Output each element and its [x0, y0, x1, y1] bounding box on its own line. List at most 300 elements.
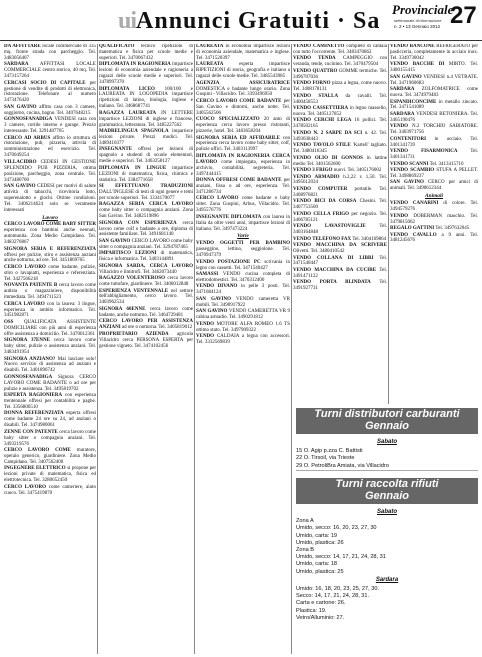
waste-line: Umido, carta: 18 [296, 561, 338, 568]
ad-headline: SARDARA [4, 62, 29, 68]
ad-body: cerca lavoro come baby sitter o compagnia anziani. Tel. 3493219576 [4, 429, 96, 447]
ad-headline: DIPLOMATA IN LINGUE [99, 165, 167, 171]
classified-ad [390, 62, 478, 74]
waste-section-title: Sabato [376, 509, 397, 515]
ad-headline: LAUREATA [196, 44, 224, 49]
ads-column-4 [293, 44, 387, 404]
ad-body: tecnico ripetizioni di matematica e fisica per scuole medie e superiori. Tel. 3470067432 [99, 44, 193, 61]
ad-body: 100/100 e LAUREATA IN LOGOPEDIA impartisce ripetizioni di latino, biologia, inglese e italiano. Tel. 3468687741 [99, 86, 193, 110]
ad-body: in metallo zincato. Tel. 3471541089 [390, 99, 478, 111]
classified-ad [196, 297, 290, 309]
ad-headline: CERCO LAVORO [196, 196, 239, 202]
classified-ad [390, 137, 478, 149]
classified-ad [293, 69, 387, 81]
classified-ad [293, 44, 387, 56]
classified-ad [293, 131, 387, 143]
ad-headline: VENDO BICI DA CORSA [293, 199, 357, 205]
ad-body: per gestione di vendite di prodotti di elettronica, ristorazione. Telefonare al numero 3473476420 [4, 80, 96, 104]
ad-headline: SAN GAVINO [99, 238, 131, 244]
ad-body: Tel. 3497632045 [435, 226, 470, 231]
classified-ad [4, 466, 96, 484]
ad-body: si propone per lezioni private di matematica, fisica ed elettrotecnica. Tel. 3280652450 [4, 466, 96, 484]
classified-ad [390, 168, 478, 180]
classified-ad [4, 265, 96, 283]
ad-headline: VENDO DIVANO [196, 284, 238, 290]
ad-headline: REGALO GATTINI [390, 226, 435, 231]
ad-headline: VENDO MACCHINA DA SCRIVERE [293, 243, 387, 249]
ad-headline: VENDO MACCHINA DA CUCIRE [293, 267, 377, 273]
ad-headline: VENDO TENDA [293, 56, 336, 62]
ad-body: per negozio. Tel. 3406785121 [293, 211, 387, 223]
classified-ad [196, 44, 290, 62]
ad-body: IN LETTERE impartisce LEZIONI di inglese e francese, grammatica, letteratura. Tel. 3485227562 [99, 110, 193, 128]
classified-ad [99, 111, 193, 129]
ad-headline: IMPARTISCO LEZIONI [99, 251, 157, 257]
ad-headline: CERCO LAVORO COME [4, 448, 71, 454]
classified-ad [293, 280, 387, 292]
section-heading: Animali [425, 193, 443, 200]
page-header [0, 0, 482, 41]
ads-column-1 [4, 44, 96, 654]
waste-line: Secco: 14, 17, 21, 24, 28, 31. [296, 593, 370, 600]
ad-body: nel settore dell'abbigliamento, cerco lavoro. Tel. 3403962534 [99, 288, 193, 306]
ad-body: in pelle 3 posti. Tel. 3471684124 [196, 284, 290, 296]
ad-headline: AGENZIA ASSICURATRICE [196, 80, 290, 86]
ad-headline: CERCO LAVORO [4, 264, 46, 270]
waste-box-title: Turni raccolta rifiuti [335, 478, 439, 490]
classified-ad [99, 239, 193, 251]
ad-body: per San Gavino e dintorni, anche notte. Tel. 3405562506 [196, 98, 290, 116]
ad-body: offresi per pulizie, stiro e assistenza anziani anche notturna, ad ore. Tel. 3451869765 [4, 252, 96, 264]
classified-ad [4, 338, 96, 356]
ad-body: ad ore o notturna. Tel. 3405819012 [121, 325, 193, 331]
classified-ad [4, 160, 96, 184]
classified-ad [293, 56, 387, 68]
ad-headline: LAUREATA [196, 62, 224, 68]
ad-body: impartisce lezioni di economia aziendale e ragioneria a ragazzi delle scuole medie e superiori. Tel. 3478997370 [99, 62, 193, 86]
classified-ad [293, 256, 387, 268]
classified-ad [196, 272, 290, 284]
ad-headline: DIPLOMATA IN RAGIONERIA CERCA LAVORO [196, 153, 290, 165]
waste-line: Zona B [296, 547, 315, 554]
waste-line: Umido, plastica: 26 [296, 539, 344, 546]
classified-ad [99, 87, 193, 111]
waste-section-title: Sardara [375, 576, 399, 583]
ad-body: scrivania in legno con cassetti. Tel. 3471540427 [196, 259, 290, 271]
ad-headline: GONNOSFANADIGA [4, 117, 53, 123]
ad-headline: INSEGNANTE [99, 147, 133, 153]
classified-ad [99, 184, 193, 202]
classified-ad [4, 222, 96, 246]
section-separator [296, 470, 478, 471]
ad-body: portatile. Tel. 3408976821 [293, 186, 387, 198]
logo-word: Provinciale [392, 2, 454, 17]
classified-ad [4, 105, 96, 117]
ad-body: con laurea in Italia da oltre venti anni, impartisce lezioni di italiano. Tel. 3497473224 [196, 214, 290, 232]
ad-body: Tel. 3491471122 [293, 267, 387, 279]
classified-ad [196, 215, 290, 233]
ad-headline: VENDO FORNO [293, 81, 331, 87]
ad-body: in economia impartisce lezioni di economia aziendale, matematica e inglese. Tel. 3471520397 [196, 44, 290, 61]
classified-ad [293, 243, 387, 255]
ad-headline: NOVANTA PATENTE B [4, 283, 58, 289]
ad-headline: VENDO CAMINETTO [293, 44, 345, 49]
ad-headline: VENDO [196, 321, 215, 327]
classified-ad [99, 221, 193, 239]
ad-body: esperta offresi come badante 24 ore su 24, ad anziani o disabili. Tel. 3474980061 [4, 411, 96, 429]
classified-ad [99, 44, 193, 62]
ad-headline: VENDO BACCHE DI [390, 62, 445, 68]
ad-body: con esperienza cerca lavoro come baby sitter, colf, pulizie uffici. Tel. 3403113997 [196, 135, 290, 153]
ad-headline: VENDO SCANNI [390, 161, 429, 167]
classified-ad [4, 320, 96, 338]
classified-ad [99, 62, 193, 86]
classified-ad [390, 44, 478, 62]
classified-ad [293, 118, 387, 130]
ad-headline: VENDO CANARINI [390, 201, 439, 207]
ad-body: MIRTO. Tel. 3480155415 [390, 62, 478, 74]
ads-column-5 [390, 44, 478, 404]
ad-body: CEDESI per motivi di salute attività di tabacchi, ricevitoria lotto, superenalotto e giochi. Ottime condizioni. Tel. 3406214624 solo se veramente interessati [4, 184, 96, 213]
fuel-line: 29 O. PetroliBra Amiata, via Villacidro [296, 462, 389, 469]
ad-headline: PROPRIETARIO AZIENDA [99, 331, 169, 337]
ads-column-3 [196, 44, 290, 654]
ad-body: DOMESTICA e badante lungo orario. Zona Guspini - Villacidro. Tel. 3393496950 [196, 86, 290, 98]
ad-body: locale commerciale di 335 mq. fronte strada con parcheggio. Tel. 3483056407 [4, 44, 96, 61]
ad-headline: CERCO LAVORO [4, 484, 46, 490]
fuel-section-title: Sabato [376, 439, 397, 445]
ad-body: cerca lavoro come tuttofare, giardiniere. Tel. 3406012848 [99, 276, 193, 288]
ad-headline: DIPLOMATA LICEO [99, 86, 155, 92]
section-heading: Lavoro [42, 214, 58, 221]
classified-ad [293, 156, 387, 168]
ad-headline: VENDO FISARMONICA [390, 149, 458, 155]
classified-ad [4, 302, 96, 320]
newspaper-logo [392, 2, 454, 34]
ad-headline: RAGAZZA LAUREATA [99, 110, 157, 116]
classified-ad [4, 136, 96, 160]
ad-body: N.2 TORCHIO SABIATORE. Tel. 3403971756 [390, 124, 478, 136]
ad-headline: VENDO CELLA FRIGO [293, 211, 350, 217]
ad-headline: SIGNORA CON ESPERIENZA [99, 220, 177, 226]
ad-body: Mai lasciare solo! Nuovo servizio di assistenza ad anziani e disabili. Tel. 3401896742 [4, 356, 96, 374]
classified-ad [4, 448, 96, 466]
classified-ad [99, 129, 193, 147]
ad-headline: CERCO LAVORO PER ASSISTENZA ANZIANI [99, 319, 193, 331]
classified-ad [99, 332, 193, 350]
classified-ad [293, 94, 387, 106]
ad-body: Tel. 3491927731 [293, 280, 387, 292]
classified-ad [99, 251, 193, 263]
fuel-line: 22 O. Tirsoil, via Trieste [296, 455, 355, 462]
ad-body: AFFITTASI LOCALE COMMERCIALE centro storico, 40 mq. Tel. 3473157264 [4, 62, 96, 80]
ad-body: cerca lavoro come baby sitter, pulizie o assistenza anziani. Tel. 3483491954 [4, 338, 96, 356]
waste-schedule [296, 508, 478, 622]
fuel-schedule [296, 438, 478, 470]
ad-body: di colore. Tel. 3494579276 [390, 201, 478, 213]
ad-body: impartisce lezioni private. Prezzi modici. Tel. 3489410377 [99, 129, 193, 146]
ad-body: offresi per lezioni di spagnolo a studenti di scuole elementari, medie e superiori. Tel. 3463258127 [99, 147, 193, 165]
ad-body: REFRIGERATO per pasticceria, completamente in acciaio inox. Tel. 3349730042 [390, 44, 478, 61]
classified-ad [196, 62, 290, 80]
ad-headline: VENDO BANCONE [390, 44, 435, 49]
ad-headline: CERCO AD ARBUS [4, 135, 51, 141]
classified-ad [293, 224, 387, 236]
classified-ad [196, 322, 290, 334]
ad-headline: VENDO 3 FRIGO [293, 168, 333, 174]
ad-body: CAMPEGGIO con veranda, tende, cucinino. Tel. 3470479504 [293, 56, 387, 68]
waste-box-header [296, 478, 478, 504]
ad-body: VENDO cameretta VR mobili. Tel. 3490917922 [196, 296, 290, 308]
fuel-box-month: Gennaio [364, 420, 409, 432]
ad-body: in legno massello, nuova. Tel. 3405127852 [293, 106, 387, 117]
classified-ad [390, 162, 478, 168]
issue-date: n. 2 • 13 Gennaio 2012 [394, 24, 441, 29]
classified-ad [4, 411, 96, 429]
ad-body: a 9 anni. Tel. 3481245676 [390, 232, 478, 244]
ad-headline: ESPERTA RAGIONIERA [4, 393, 63, 399]
ad-body: passeggino, lettino, seggiolone. Tel. 3470947379 [196, 247, 290, 259]
waste-line: Carta e cartone: 26. [296, 600, 346, 607]
ad-headline: SAN GAVINO [196, 309, 228, 315]
classified-ad [390, 233, 478, 245]
ad-body: completo di caldaia con tutto l'occorrente. Tel. 3483470862 [293, 44, 387, 55]
ad-body: esperienza con bambini anche neonati, automunita. Zona Medio Campidano. Tel. 3483276867 [4, 228, 96, 246]
ad-headline: VENDO LAVASTOVIGLIE [293, 224, 366, 230]
ad-body: 'Kartell' tagliato. Tel. 3480416345 [293, 143, 387, 155]
ad-headline: DIPLOMATA IN RAGIONERIA [99, 62, 171, 68]
ad-headline: SI EFFETTUANO TRADUZIONI [99, 184, 193, 189]
ad-headline: ESPERIENZA VENTENNALE [99, 288, 169, 294]
classified-ad [99, 166, 193, 184]
classified-ad [196, 117, 290, 135]
ad-headline: RAGAZZO VOLENTEROSO [99, 276, 166, 282]
waste-line: Umido, secco: 16, 20, 23, 27, 30 [296, 525, 377, 532]
ad-body: come impiegata, esperienza in archivio, contabilità, segreteria. Tel. 3497444415 [196, 159, 290, 177]
classified-ad [99, 147, 193, 165]
ad-headline: SAN GAVINO [390, 180, 424, 186]
ad-headline: GONNOSFANADIGA [4, 374, 53, 380]
column-divider [97, 44, 98, 654]
classified-ad [4, 357, 96, 375]
ad-body: Tel. 3404169864 [352, 236, 387, 242]
ad-headline: CERCO LAVORO COME BABY SITTER [4, 222, 96, 228]
classified-ad [196, 241, 290, 259]
classified-ad [99, 264, 193, 276]
classified-ad [293, 143, 387, 155]
classified-ad [4, 247, 96, 265]
ad-headline: SIGNORA SERIA ED AFFIDABILE [196, 135, 280, 141]
waste-line: Umido, secco: 14, 17, 21, 24, 28, 31 [296, 554, 386, 561]
classified-ad [99, 319, 193, 331]
ad-body: di matematica, fisica e informatica. Tel. 3403144891 [99, 251, 193, 263]
ad-headline: VENDO SCAMBIO [390, 168, 435, 174]
ad-headline: SIGNORA 37ENNE [4, 338, 50, 344]
ad-body: Olivetti. Tel. 3480410542 [293, 249, 345, 254]
classified-ad [390, 75, 478, 87]
ad-headline: VILLACIDRO [4, 159, 37, 165]
ad-body: agricola Villacidro cerca PERSONA ESPERTA per gestione vigneto. Tel. 3474102456 [99, 331, 193, 349]
ad-body: come baby sitter o compagnia anziani. Zona San Gavino. Tel. 3482519896 [99, 208, 193, 220]
ad-body: CEDESI IN GESTIONE SPLENDIDO PUB PIZZERIA, ottima posizione, parcheggio, zona centrale. Tel. 3473480760 [4, 159, 96, 183]
classified-ad [293, 212, 387, 224]
classified-ad [390, 149, 478, 161]
classified-ad [293, 199, 387, 211]
fuel-line: 15 O. Agip p.zza C. Battisti [296, 448, 363, 455]
ad-body: CERCO per amici di animali. Tel. 3490612344 [390, 180, 478, 192]
ad-body: da cavalli. Tel. 3400458553 [293, 93, 387, 105]
ad-headline: VENDO TELEFONO FAX [293, 236, 352, 242]
ad-body: per anziani, fissa o ad ore, esperienza. Tel. 3471286734 [196, 178, 290, 195]
waste-line: Umido, plastica: 25 [296, 568, 344, 575]
ad-body: come badante, pulizie, stiro o lavapiatti, esperienza e referenziata. Tel. 3427566218 [4, 264, 96, 282]
ad-headline: VENDO TAVOLO STILE [293, 143, 351, 149]
ad-headline: VENDO COLLANA DI LIBRI [293, 255, 374, 261]
ad-body: h.2,22 x 1,50. Tel. 3495612034 [293, 174, 387, 186]
ad-body: STUFA A PELLET. Tel. 3498869237 [390, 168, 478, 179]
classified-ad [390, 226, 478, 232]
ad-body: VENDESI n.4 VETRATE. Tel. 3471960683 [390, 74, 478, 86]
ad-body: 20 anni di esperienza cerca lavoro presso ristoranti, pizzerie, hotel. Tel. 3483658204 [196, 117, 290, 135]
ad-headline: SIGNORA ANZIANO? [4, 356, 56, 362]
classified-ad [390, 214, 478, 226]
classified-ad [196, 334, 290, 346]
ad-headline: SARDARA [390, 87, 415, 93]
ad-headline: VENDO [390, 124, 409, 130]
ad-body: Tel. 3401341731 [390, 149, 478, 161]
column-divider [388, 44, 389, 404]
ad-body: MOTORE ALFA ROMEO 1.6 TS ottimo stato. Tel. 3497909322 [196, 321, 290, 333]
ad-headline: VENDO OGGETTI PER BAMBINO [196, 241, 290, 247]
ad-body: impartisce LEZIONI di matematica, fisica, chimica e statistica. Tel. 3384771658 [99, 165, 193, 183]
ad-headline: ZENNE CON PATENTE [4, 429, 58, 435]
ad-body: CERCO LAVORO come baby sitter o compagnia anziani. Tel. 3294787465 [99, 238, 193, 250]
ad-body: DALL'INGLESE di testi di ogni genere e temi per scuole superiori. Tel. 3334170077 [99, 189, 193, 201]
ad-body: affitto lo struttura di ristorazione, pub, pizzeria, attività di somministrazione ed esercizio. Tel. 3470049254 [4, 135, 96, 159]
ad-body: QUALIFICATA ASSISTENTE DOMICILIARE con più anni di esperienza offre assistenza a domicilio. Tel. 3470012361 [4, 319, 96, 337]
ad-headline: VENDO [390, 213, 409, 219]
ad-body: Tel. 3471540447 [293, 255, 387, 267]
ad-body: in acciaio. Tel. 3401341739 [390, 136, 478, 148]
ad-headline: QUALIFICATO [99, 44, 135, 49]
ad-body: VENDO cucina completa di elettrodomestici. Tel. 3470312400 [196, 272, 290, 283]
ad-body: GOMME termiche. Tel. 3496707036 [293, 68, 387, 80]
classified-ad [293, 168, 387, 174]
ad-headline: SAN GAVINO [196, 296, 232, 302]
classified-ad [293, 106, 387, 118]
ad-body: esperta impartisce RIPETIZIONI di storia, geografia e italiano a ragazzi delle scuole medie. Tel. 3485543985 [196, 62, 290, 80]
ad-headline: CONTENITORI [390, 136, 427, 142]
ad-headline: VENDO CASSETTIERA [293, 106, 349, 112]
ad-body: 16 pollici. Tel. 3478502165 [293, 118, 387, 130]
waste-line: Vetro/Alluminio: 27. [296, 614, 345, 621]
waste-line: Plastica: 19. [296, 607, 327, 614]
ad-headline: INGEGNERE ELETTRICO [4, 466, 66, 472]
classified-ad [293, 187, 387, 199]
ad-body: pizza a legna, come nuovo. Tel. 3408178131 [293, 81, 387, 93]
ad-body: muratore, operaio generico, giardiniere. Zona Medio Campidano. Tel. 3407562400 [4, 448, 96, 465]
ad-headline: VENDO PORTA BLINDATA [293, 280, 371, 286]
ad-body: in lattine medio Tel. 3401562600 [293, 155, 387, 167]
ad-headline: RAGAZZA SERIA CERCA LAVORO [99, 202, 193, 208]
ad-body: con esperienza trentennale offresi per contabilità e paghe. Tel. 3356806510 [4, 393, 96, 410]
classified-ad [390, 180, 478, 192]
classified-ad [4, 44, 96, 62]
waste-box-month: Gennaio [364, 490, 409, 502]
ad-body: DOBERMAN maschio. Tel. 3479815062 [390, 213, 478, 225]
ad-headline: SIGNORA SARDA, CERCA LAVORO [99, 263, 193, 269]
ad-headline: CERCO LAVORO COME BADANTE [196, 98, 282, 104]
ad-body: VENDESI casa con 3 camere, cortile interno e garage. Prezzo interessante. Tel. 3291487765 [4, 117, 96, 135]
ad-body: nuovi. Tel. 3405176002 [333, 168, 382, 174]
ad-headline: VENDO QUATTRO [293, 68, 338, 74]
page-number: 27 [450, 2, 477, 29]
ad-headline: ESPANDICONCIME [390, 99, 437, 105]
ad-headline: SAN GAVINO [390, 74, 422, 80]
ad-headline: SAN GAVINO [4, 104, 37, 110]
classified-ad [293, 175, 387, 187]
ad-body: Tel. 3403164848 [293, 224, 387, 236]
fuel-box-header [296, 408, 478, 434]
ad-body: cerca lavoro come autista o magazziniere, disponibilità immediata. Tel. 3494711523 [4, 283, 96, 301]
ad-headline: VENDO STALLA [293, 93, 339, 99]
column-divider [194, 44, 195, 654]
classified-ad [196, 309, 290, 321]
classified-ad [196, 136, 290, 154]
classified-ad [4, 485, 96, 497]
classified-ad [99, 202, 193, 220]
classified-ad [196, 81, 290, 99]
ad-headline: VENDO [196, 334, 215, 340]
ad-headline: VENDO POSTAZIONE PC [196, 259, 261, 265]
ad-headline: SAN GAVINO [4, 184, 36, 189]
ads-column-2 [99, 44, 193, 654]
classified-ad [293, 81, 387, 93]
classified-ad [390, 100, 478, 112]
ad-body: come cameriere, aiuto cuoco. Tel. 3475419870 [4, 484, 96, 496]
classified-ad [196, 284, 290, 296]
page-title: uiAnnunci Gratuiti · Sa [118, 8, 381, 34]
ad-headline: CERCASI SOCIO DI CAPITALE [4, 80, 86, 86]
classified-ad [4, 430, 96, 448]
classified-ad [4, 375, 96, 393]
classified-ad [390, 87, 478, 99]
ad-headline: SAMASSI [196, 272, 219, 278]
ad-body: Tel. 3413415710 [429, 161, 464, 167]
ad-headline: VENDO ARMADIO [293, 174, 340, 180]
ad-body: Villacidro e limitrofi. Tel. 3462073440 [99, 269, 177, 275]
classified-ad [196, 260, 290, 272]
ad-body: Chesini. Tel. 3407753500 [293, 199, 387, 211]
ad-body: affitto casa con 3 camere, soggiorno, cucina, bagno. Tel. 3407648215 [4, 104, 96, 116]
classified-ad [390, 124, 478, 136]
classified-ad [293, 237, 387, 243]
waste-line: Umido: 16, 18, 20, 23, 25, 27, 30. [296, 586, 380, 593]
ad-headline: VENDO CERCHI LEGA [293, 118, 352, 124]
logo-tagline: settimanale d'informazione [394, 18, 442, 23]
ad-body: cerca lavoro come colf o badante a ore, diploma di assistente familiare. Tel. 3491681140 [99, 220, 193, 238]
ad-headline: CUOCO SPECIALIZZATO [196, 117, 260, 123]
ad-headline: VENDO COMPUTER [293, 186, 348, 192]
ad-body: VENDO CAMERETTA VR 9 cabina armadio. Tel. 3490291812 [196, 309, 290, 321]
ad-headline: DA AFFITTARE [4, 44, 41, 49]
classified-ad [293, 268, 387, 280]
classified-ad [196, 99, 290, 117]
classified-ad [99, 276, 193, 288]
ad-headline: OSS [4, 319, 14, 325]
classified-ad [4, 62, 96, 80]
waste-line: Umido, carta: 19 [296, 532, 338, 539]
